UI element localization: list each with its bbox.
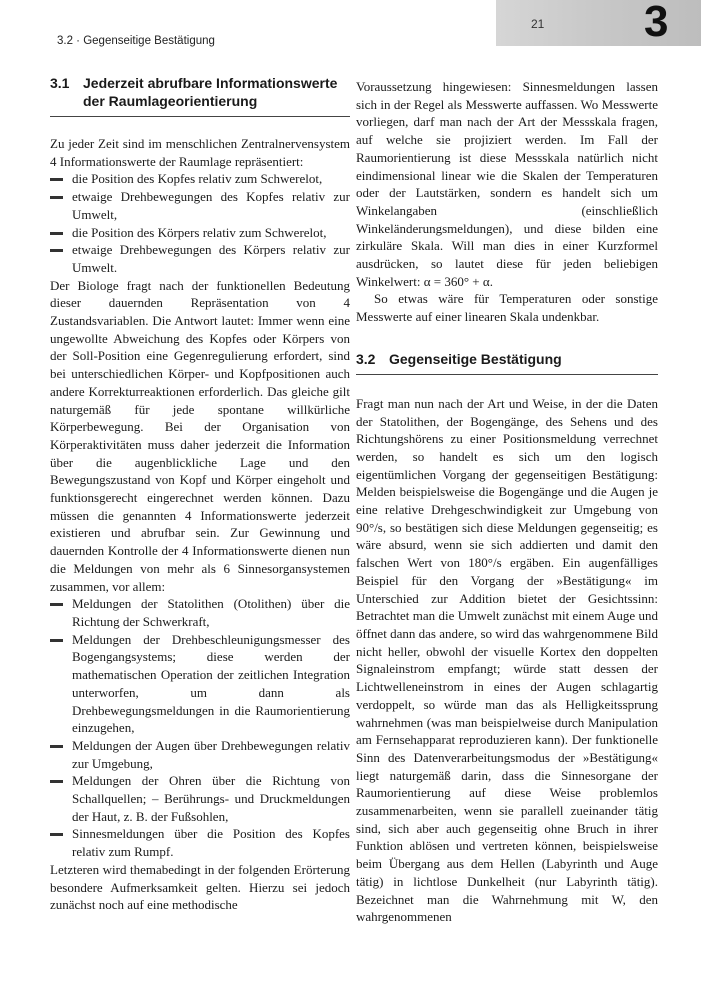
body-paragraph: Letzteren wird themabedingt in der folgenden Erörterung besondere Aufmerksamkeit gelten. Hierzu sei jedoch zunächst noch auf eine methodische [50,861,350,913]
sensory-systems-list [50,595,350,861]
running-head: 3.2 · Gegenseitige Bestätigung [57,35,215,47]
body-paragraph: So etwas wäre für Temperaturen oder sonstige Messwerte auf einer linearen Skala undenkbar. [356,291,658,325]
information-values-list [50,170,350,276]
section-heading-3-2 [356,350,658,375]
right-column [356,78,658,926]
list-item: etwaige Drehbewegungen des Körpers relativ zur Umwelt. [50,241,350,276]
section-number: 3.2 [356,350,376,367]
body-paragraph: Der Biologe fragt nach der funktionellen Bedeutung dieser dauernden Repräsentation von 4 Zustandsvariablen. Die Antwort lautet: Immer wenn eine ungewollte Abweichung des Kopfes oder Körpers von der Soll-Position eine Gegenregulierung erfordert, sind bei unterschiedlichen Körper- und Kopfpositionen auch andere Korrekturreaktionen erforderlich. Das gleiche gilt naturgemäß für jede spontane willkürliche Körperbewegung. Bei der Organisation von Körperaktivitäten muss daher jederzeit die Information über die augenblickliche Lage und den Bewegungszustand von Kopf und Körper eingeholt und funktionsgerecht eingerechnet werden können. Dazu müssen die genannten 4 Informationswerte jederzeit existieren und abrufbar sein. Zur Gewinnung und dauernden Kontrolle der 4 Informationswerte dienen nun die Meldungen von mehr als 6 Sinnesorgansystemen zusammen, vor allem: [50,277,350,594]
list-item: Sinnesmeldungen über die Position des Kopfes relativ zum Rumpf. [50,825,350,860]
list-item: Meldungen der Ohren über die Richtung von Schallquellen; – Berührungs- und Druckmeldungen der Haut, z. B. der Fußsohlen, [50,772,350,825]
left-column [50,74,350,914]
body-paragraph: Fragt man nun nach der Art und Weise, in der die Daten der Statolithen, der Bogengänge, des Sehens und des Richtungshörens zu einer Positionsmeldung verrechnet werden, so handelt es sich um den logisch eigentümlichen Vorgang der gegenseitigen Bestätigung: Melden beispielsweise die Bogengänge und die Augen je eine relative Drehgeschwindigkeit zur Umgebung von 90°/s, so bestätigen sich diese Meldungen gegenseitig; es wäre absurd, wenn sie sich addierten und damit den falschen Wert von 180°/s ergäben. Ein augenfälliges Beispiel für den Vorgang der »Bestätigung« im Unterschied zur Addition bietet der Gesichtssinn: Betrachtet man die Umwelt zunächst mit einem Auge und öffnet dann das andere, so wird das wahrgenommene Bild nicht heller, obwohl der visuelle Kortex den doppelten Signaleinstrom empfangt; würde statt dessen der Lichtwelleneinstrom in eines der Augen schlagartig verdoppelt, so würde man das als Helligkeitssprung wahrnehmen (was man beispielweise durch Manipulation am Fernsehapparat reproduzieren kann). Der funktionelle Sinn des Datenverarbeitungsmodus der »Bestätigung« liegt naturgemäß darin, dass die Sinnesorgane der Raumorientierung auf diese Weise problemlos zusammenarbeiten, wenn sie parallell zueinander tätig sind, sich aber auch gegenseitig ohne Bruch in ihrer Funktion ablösen und vertreten können, beispielsweise beim Übergang aus dem Hellen (Labyrinth und Auge tätig) in lichtlose Dunkelheit (nur Labyrinth tätig). Bezeichnet man die Wahrnehmung mit W, den wahrgenommenen [356,395,658,925]
section-heading-3-1 [50,74,350,117]
intro-paragraph: Zu jeder Zeit sind im menschlichen Zentralnervensystem 4 Informationswerte der Raumlage repräsentiert: [50,136,350,169]
list-item: Meldungen der Drehbeschleunigungsmesser des Bogengangsystems; diese werden der mathematischen Operation der zeitlichen Integration unterworfen, um dann als Drehbewegungsmeldungen in die Raumorientierung einzugehen, [50,631,350,737]
list-item: die Position des Kopfes relativ zum Schwerelot, [50,170,350,188]
section-title: Jederzeit abrufbare Informationswerte der Raumlageorientierung [83,75,338,109]
list-item: Meldungen der Statolithen (Otolithen) über die Richtung der Schwerkraft, [50,595,350,630]
list-item: Meldungen der Augen über Drehbewegungen relativ zur Umgebung, [50,737,350,772]
chapter-number: 3 [644,0,669,46]
list-item: etwaige Drehbewegungen des Kopfes relativ zur Umwelt, [50,188,350,223]
list-item: die Position des Körpers relativ zum Schwerelot, [50,224,350,242]
section-title: Gegenseitige Bestätigung [389,350,562,367]
section-number: 3.1 [50,75,70,91]
body-paragraph: Voraussetzung hingewiesen: Sinnesmeldungen lassen sich in der Regel als Messwerte auffassen. Wo Messwerte vorliegen, darf man nach der Art der Messskala fragen, auf welche sie projiziert werden. Im Fall der Raumorientierung ist diese Messskala natürlich nicht eindimensional linear wie die Skalen der Temperaturen oder der Lautstärken, sondern es handelt sich um Winkelangaben (einschließlich Winkeländerungsmeldungen), und diese bilden eine zirkuläre Skala. Will man dies in einer Kurzformel ausdrücken, so lautet diese für jeden beliebigen Winkelwert: α = 360° + α. [356,79,658,289]
page-number: 21 [531,17,545,31]
chapter-tab [496,0,701,46]
